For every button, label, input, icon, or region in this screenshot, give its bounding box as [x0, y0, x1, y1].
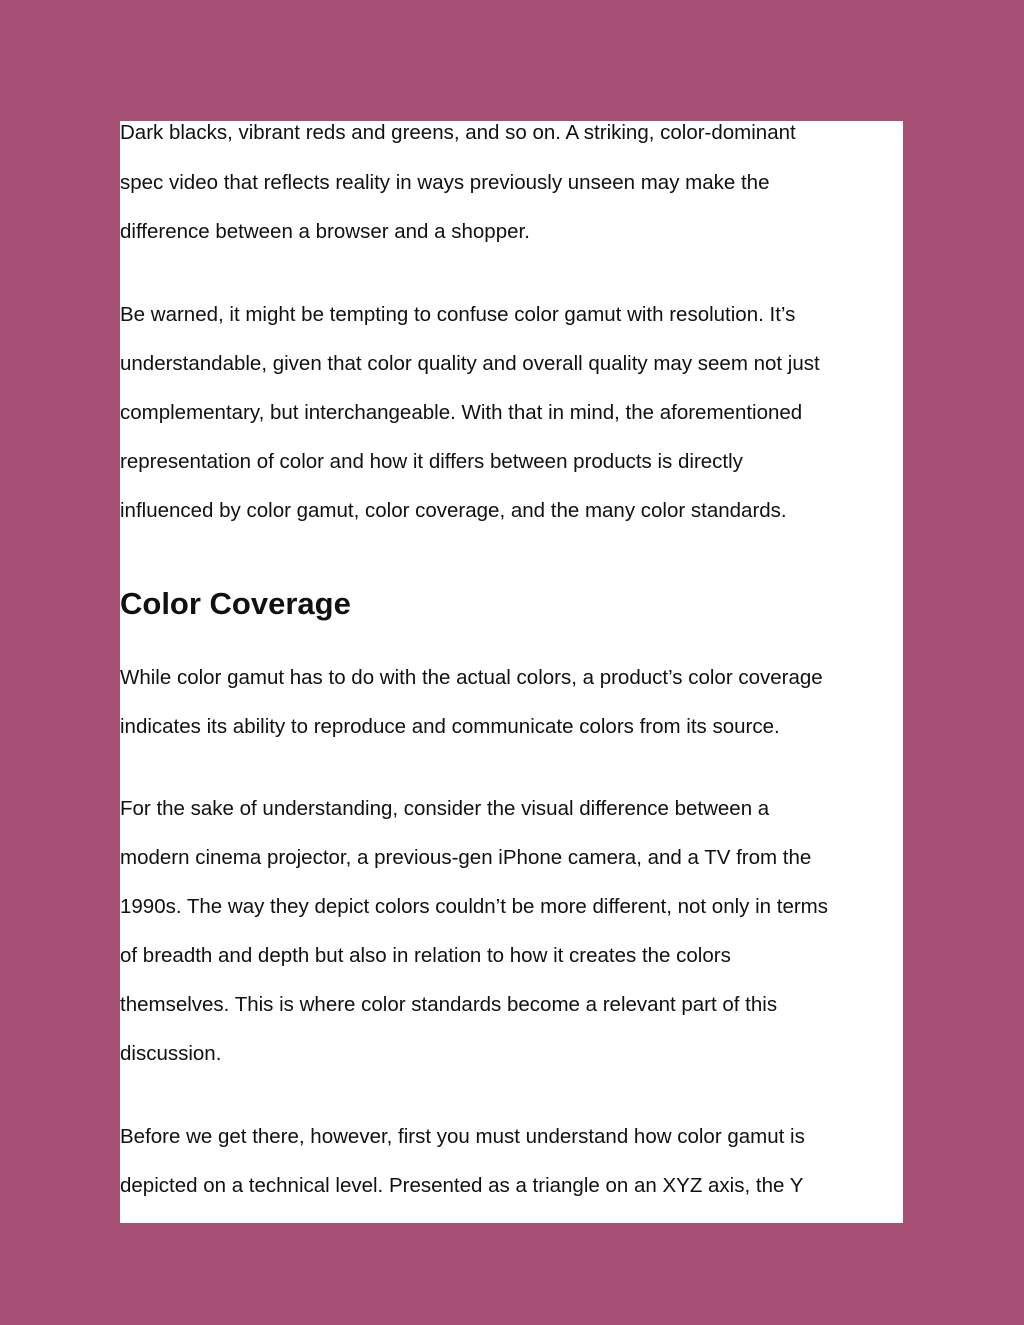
text-line: indicates its ability to reproduce and communicate colors from its source. — [120, 715, 780, 738]
text-line: difference between a browser and a shopper. — [120, 220, 530, 243]
text-line: modern cinema projector, a previous-gen iPhone camera, and a TV from the — [120, 846, 812, 869]
document-page — [120, 121, 903, 1223]
text-line: Before we get there, however, first you must understand how color gamut is — [120, 1125, 805, 1148]
text-line: themselves. This is where color standards become a relevant part of this — [120, 993, 778, 1016]
text-line: depicted on a technical level. Presented as a triangle on an XYZ axis, the Y — [120, 1174, 804, 1197]
text-line: Be warned, it might be tempting to confuse color gamut with resolution. It’s — [120, 303, 796, 326]
text-line: representation of color and how it differs between products is directly — [120, 450, 743, 473]
text-line: 1990s. The way they depict colors couldn’t be more different, not only in terms — [120, 895, 829, 918]
text-line: While color gamut has to do with the actual colors, a product’s color coverage — [120, 666, 823, 689]
text-line: of breadth and depth but also in relation to how it creates the colors — [120, 944, 731, 967]
text-line: influenced by color gamut, color coverage, and the many color standards. — [120, 499, 787, 522]
text-line: For the sake of understanding, consider the visual difference between a — [120, 797, 770, 820]
text-line: Dark blacks, vibrant reds and greens, and so on. A striking, color-dominant — [120, 121, 796, 144]
section-heading: Color Coverage — [120, 586, 351, 621]
text-line: understandable, given that color quality and overall quality may seem not just — [120, 352, 820, 375]
text-line: discussion. — [120, 1042, 222, 1065]
text-line: complementary, but interchangeable. With that in mind, the aforementioned — [120, 401, 803, 424]
text-line: spec video that reflects reality in ways previously unseen may make the — [120, 171, 770, 194]
